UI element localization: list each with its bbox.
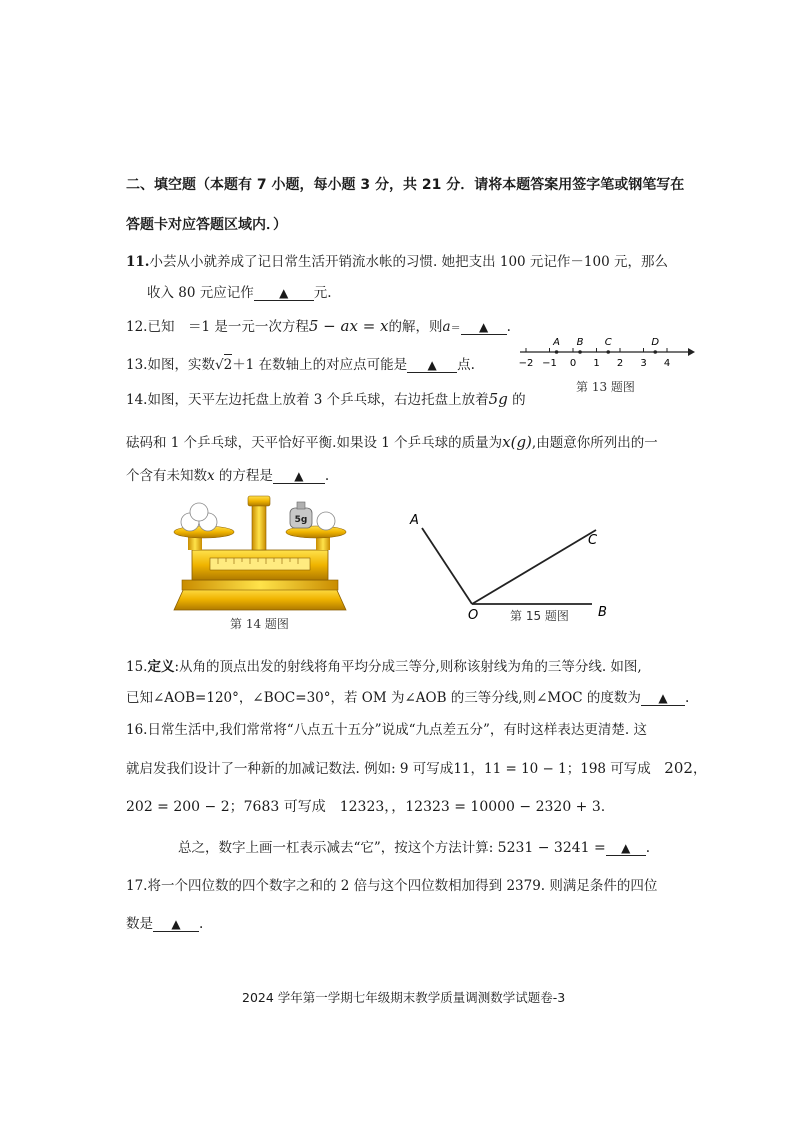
- question-text: 在数轴上的对应点可能是: [258, 357, 408, 373]
- question-number: 12.: [126, 319, 148, 335]
- tick-label: 4: [663, 358, 671, 369]
- figure-15-caption: 第 15 题图: [510, 609, 569, 623]
- question-text: 小芸从小就养成了记日常生活开销流水帐的习惯. 她把支出 100 元记作－100 元，那么: [149, 254, 668, 270]
- question-text: 砝码和 1 个乒乓球，天平恰好平衡.如果设 1 个乒乓球的质量为: [126, 435, 503, 451]
- answer-blank[interactable]: ▲: [254, 286, 314, 301]
- question-15: [126, 655, 642, 675]
- question-text: 已知∠AOB=120°，∠BOC=30°，若 OM 为∠AOB 的三等分线,则∠MOC 的度数为: [126, 690, 641, 706]
- question-text: .: [600, 799, 606, 815]
- question-number: 14.: [126, 392, 148, 408]
- point-label: C: [604, 337, 612, 348]
- question-14-line3: [126, 464, 329, 484]
- variable: x: [207, 468, 215, 484]
- question-text: ，: [692, 761, 707, 777]
- question-12: [126, 315, 511, 335]
- answer-blank[interactable]: ▲: [606, 841, 646, 856]
- question-text: ，11 = 10 − 1；198 可写成: [470, 761, 651, 777]
- question-11-line2: [147, 281, 332, 301]
- question-text: 的解，则: [388, 319, 443, 335]
- question-text: 如图，实数: [147, 357, 215, 373]
- equation: 5 − ax = x: [308, 317, 389, 335]
- sqrt-radicand: 2: [223, 357, 233, 373]
- question-number: 11.: [126, 254, 150, 270]
- figure-13-caption: 第 13 题图: [576, 380, 635, 394]
- calc-expression: 5231 − 3241 =: [497, 840, 606, 856]
- example-number: 202: [664, 759, 693, 777]
- point-label: A: [553, 337, 560, 348]
- sqrt-symbol: √: [214, 357, 224, 373]
- example-equation: 202 = 200 − 2: [126, 799, 230, 815]
- point-label: D: [651, 337, 660, 348]
- question-16-line3: 202 = 200 − 2；7683 可写成 12323，，12323 = 10000 − 2320 + 3.: [126, 799, 606, 815]
- answer-blank[interactable]: ▲: [641, 691, 685, 706]
- question-number: 13.: [126, 357, 148, 373]
- question-17-line2: [126, 912, 203, 932]
- question-text: ；7683 可写成: [229, 799, 326, 815]
- question-14-line2: [126, 431, 658, 451]
- question-number: 15.: [126, 659, 148, 675]
- tick-label: 1: [593, 358, 600, 369]
- question-11: [126, 250, 668, 270]
- question-text: 日常生活中,我们常常将“八点五十五分”说成“九点差五分”，有时这样表达更清楚. 这: [147, 722, 647, 738]
- point-dot: [578, 350, 582, 354]
- weight-label: 5g: [294, 515, 308, 525]
- point-O-label: O: [468, 608, 479, 623]
- question-text: 的方程是: [218, 468, 273, 484]
- tick-label: 3: [640, 358, 647, 369]
- question-text: 的: [512, 392, 526, 408]
- answer-blank[interactable]: ▲: [407, 358, 457, 373]
- example-number: 12323: [339, 799, 385, 815]
- point-A-label: A: [410, 513, 419, 528]
- point-dot: [606, 350, 610, 354]
- question-text: 个含有未知数: [126, 468, 207, 484]
- question-text: ＋1: [232, 357, 255, 373]
- question-text: 已知 ＝1 是一元一次方程: [147, 319, 309, 335]
- question-text: .: [199, 916, 204, 932]
- tick-label: 2: [616, 358, 624, 369]
- answer-blank[interactable]: ▲: [153, 917, 199, 932]
- section-heading-cont: 答题卡对应答题区域内．）: [126, 217, 287, 233]
- tick-label: 0: [569, 358, 577, 369]
- question-17: [126, 874, 657, 894]
- question-text: 总之，数字上画一杠表示减去“它”，按这个方法计算:: [178, 840, 494, 856]
- answer-blank[interactable]: ▲: [273, 469, 325, 484]
- question-text: .: [506, 319, 511, 335]
- question-text: .: [684, 690, 690, 706]
- question-16: [126, 718, 647, 738]
- question-number: 17.: [126, 878, 148, 894]
- question-13: [126, 353, 475, 373]
- variable: a: [442, 319, 451, 335]
- point-C-label: C: [588, 533, 598, 548]
- point-dot: [653, 350, 657, 354]
- question-15-line2: [126, 686, 689, 706]
- answer-blank[interactable]: ▲: [461, 320, 507, 335]
- question-text: 数是: [126, 916, 153, 932]
- example-number: 11: [453, 761, 471, 777]
- question-text: 就启发我们设计了一种新的加减记数法. 例如: 9 可写成: [126, 761, 454, 777]
- definition-label: 定义: [147, 659, 175, 675]
- section-heading: 二、填空题（本题有 7 小题，每小题 3 分，共 21 分．请将本题答案用签字笔或钢笔写在: [126, 177, 685, 193]
- example-equation: ，12323 = 10000 − 2320 + 3: [391, 799, 601, 815]
- point-B-label: B: [598, 605, 607, 620]
- question-text: 收入 80 元应记作: [147, 285, 254, 301]
- question-text: .: [645, 840, 651, 856]
- weight-value: 5g: [488, 390, 508, 408]
- question-text: 将一个四位数的四个数字之和的 2 倍与这个四位数相加得到 2379. 则满足条件的四位: [147, 878, 658, 894]
- question-16-line4: [178, 836, 650, 856]
- figure-14-caption: 第 14 题图: [230, 617, 289, 631]
- question-text: .: [324, 468, 330, 484]
- mass-variable: x(g): [502, 433, 532, 451]
- question-text: 元.: [313, 285, 332, 301]
- question-text: 如图，天平左边托盘上放着 3 个乒乓球，右边托盘上放着: [147, 392, 489, 408]
- tick-label: −2: [518, 358, 534, 369]
- question-14: [126, 388, 526, 408]
- tick-label: −1: [542, 358, 557, 369]
- question-text: 点.: [457, 357, 475, 373]
- point-label: B: [576, 337, 584, 348]
- question-number: 16.: [126, 722, 148, 738]
- equals-sign: ＝: [450, 323, 461, 334]
- balance-scale-figure: [170, 492, 350, 614]
- question-text: ,由题意你所列出的一: [531, 435, 658, 451]
- page-footer: 2024 学年第一学期七年级期末教学质量调测数学试题卷-3: [242, 990, 566, 1005]
- point-dot: [555, 350, 559, 354]
- question-text: :从角的顶点出发的射线将角平均分成三等分,则称该射线为角的三等分线. 如图,: [174, 659, 642, 675]
- angle-figure: [400, 500, 630, 625]
- question-16-line2: [126, 757, 706, 777]
